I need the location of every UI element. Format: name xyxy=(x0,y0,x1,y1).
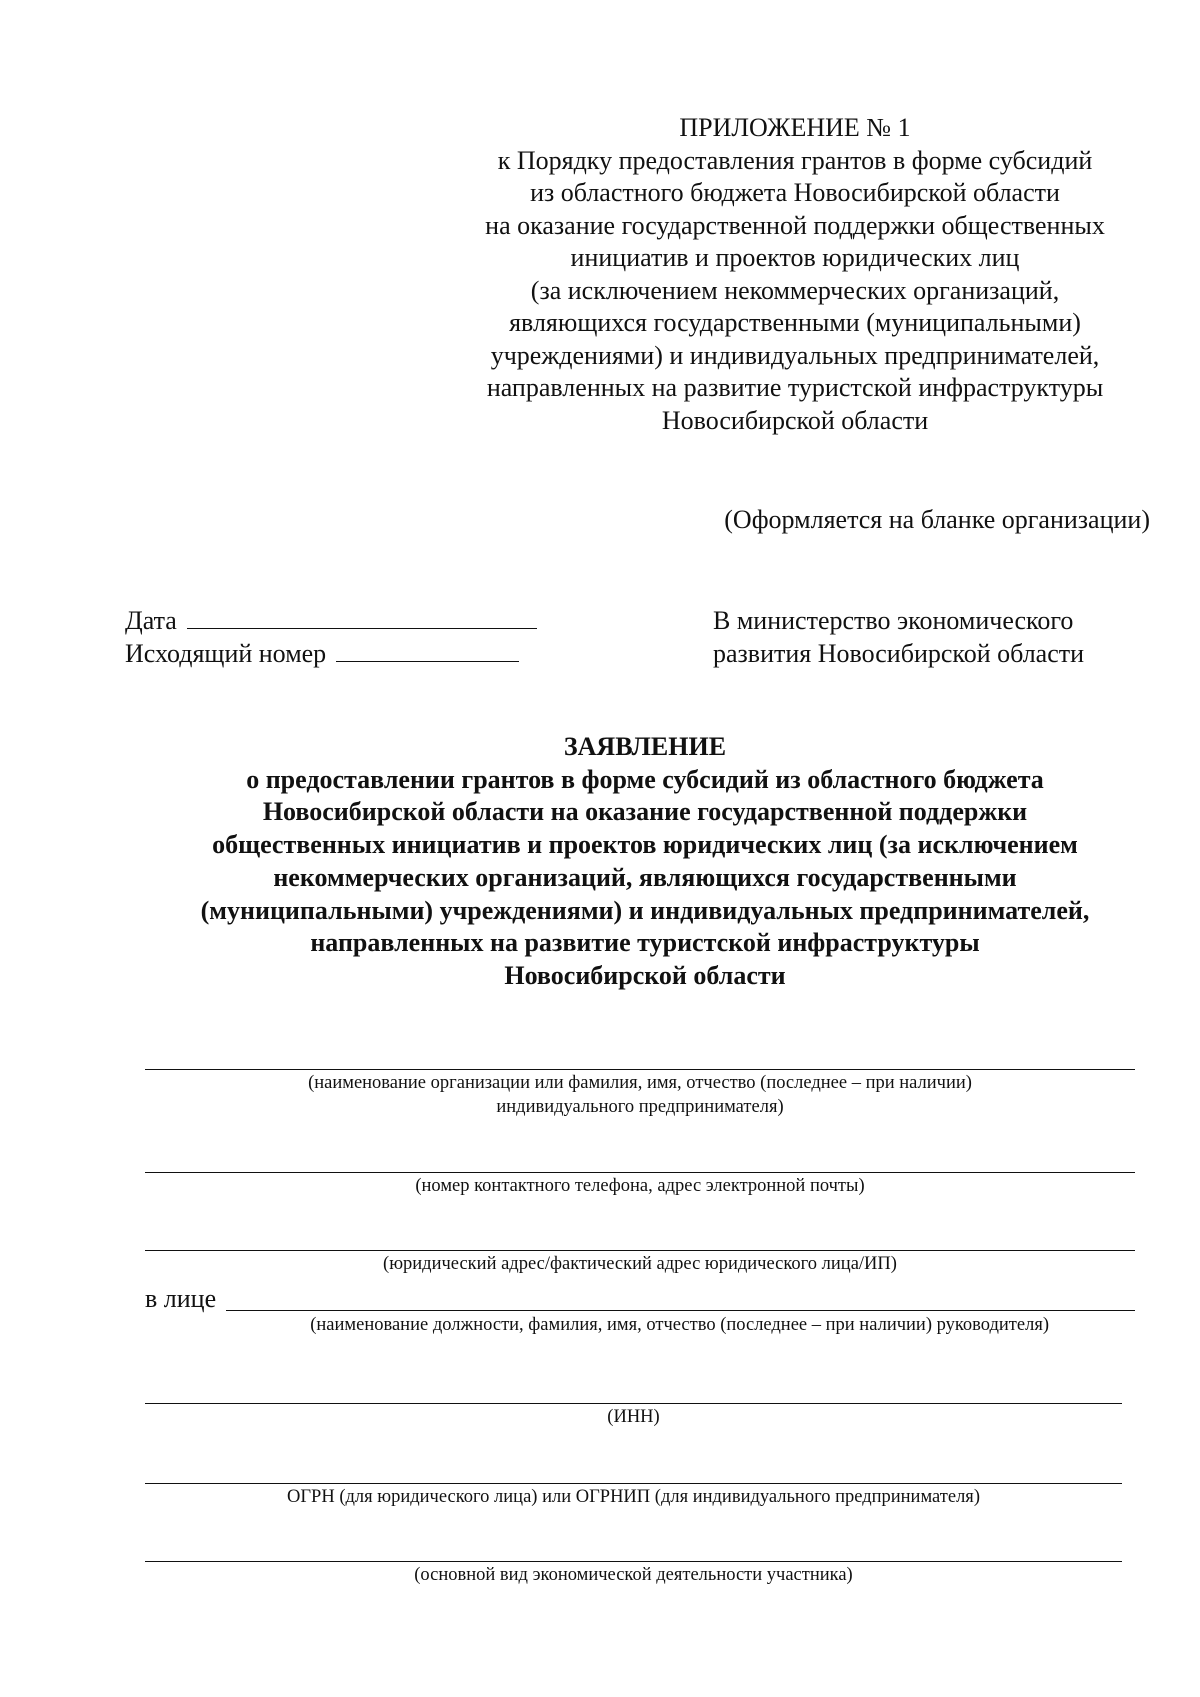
date-label: Дата xyxy=(125,606,177,635)
ogrn-caption xyxy=(145,1485,1122,1509)
address-field xyxy=(145,1250,1135,1276)
statement-subtitle-line: о предоставлении грантов в форме субсидий из областного бюджета xyxy=(246,764,1044,794)
organization-name-caption xyxy=(145,1071,1135,1119)
appendix-line: учреждениями) и индивидуальных предпринимателей, xyxy=(490,340,1100,370)
caption-line: ОГРН (для юридического лица) или ОГРНИП (для индивидуального предпринимателя) xyxy=(287,1487,980,1507)
caption-line: (наименование организации или фамилия, имя, отчество (последнее – при наличии) xyxy=(308,1073,972,1093)
statement-title: ЗАЯВЛЕНИЕ xyxy=(563,732,727,761)
statement-subtitle-line: Новосибирской области xyxy=(504,960,786,990)
appendix-line: являющихся государственными (муниципальными) xyxy=(509,308,1081,337)
contacts-blank-line[interactable] xyxy=(145,1172,1135,1173)
address-caption xyxy=(145,1252,1135,1276)
statement-subtitle-line: Новосибирской области на оказание государственной поддержки xyxy=(262,797,1028,827)
caption-line: (ИНН) xyxy=(607,1407,660,1427)
activity-field xyxy=(145,1561,1122,1587)
caption-line: (номер контактного телефона, адрес электронной почты) xyxy=(415,1176,865,1196)
activity-caption xyxy=(145,1563,1122,1587)
form-note: (Оформляется на бланке организации) xyxy=(724,505,1150,534)
outgoing-meta xyxy=(125,604,537,670)
organization-name-field xyxy=(145,1069,1135,1119)
inn-blank-line[interactable] xyxy=(145,1403,1122,1404)
statement-subtitle-line: общественных инициатив и проектов юридических лиц (за исключением xyxy=(212,830,1078,860)
addressee-line: В министерство экономического xyxy=(713,606,1074,635)
representative-caption xyxy=(145,1313,1135,1337)
addressee xyxy=(713,604,1084,670)
appendix-title: ПРИЛОЖЕНИЕ № 1 xyxy=(679,113,911,142)
appendix-line: на оказание государственной поддержки общественных xyxy=(485,210,1105,240)
activity-blank-line[interactable] xyxy=(145,1561,1122,1562)
representative-row xyxy=(145,1285,1135,1313)
appendix-line: направленных на развитие туристской инфраструктуры xyxy=(486,373,1104,402)
appendix-line: к Порядку предоставления грантов в форме субсидий xyxy=(497,145,1093,175)
ogrn-blank-line[interactable] xyxy=(145,1483,1122,1484)
contacts-caption xyxy=(145,1174,1135,1198)
outgoing-number-row xyxy=(125,637,537,670)
caption-line: индивидуального предпринимателя) xyxy=(496,1097,784,1117)
appendix-line: инициатив и проектов юридических лиц xyxy=(570,243,1020,272)
statement-title-block xyxy=(100,731,1190,993)
ogrn-field xyxy=(145,1483,1122,1509)
appendix-line: Новосибирской области xyxy=(661,405,929,435)
organization-name-blank-line[interactable] xyxy=(145,1069,1135,1070)
caption-line: (наименование должности, фамилия, имя, отчество (последнее – при наличии) руководителя) xyxy=(310,1315,1049,1335)
date-blank-field[interactable] xyxy=(187,606,537,629)
appendix-line: (за исключением некоммерческих организаций, xyxy=(530,275,1060,305)
caption-line: (юридический адрес/фактический адрес юридического лица/ИП) xyxy=(383,1254,897,1274)
representative-prefix: в лице xyxy=(145,1284,217,1313)
inn-field xyxy=(145,1403,1122,1429)
outgoing-number-label: Исходящий номер xyxy=(125,639,327,668)
statement-subtitle-line: направленных на развитие туристской инфраструктуры xyxy=(310,928,980,958)
representative-blank-line[interactable] xyxy=(226,1310,1135,1311)
date-row xyxy=(125,604,537,637)
address-blank-line[interactable] xyxy=(145,1250,1135,1251)
appendix-header xyxy=(455,112,1135,437)
representative-field xyxy=(145,1285,1135,1337)
addressee-line: развития Новосибирской области xyxy=(713,639,1085,668)
contacts-field xyxy=(145,1172,1135,1198)
appendix-line: из областного бюджета Новосибирской области xyxy=(530,178,1060,207)
caption-line: (основной вид экономической деятельности участника) xyxy=(414,1565,853,1585)
statement-subtitle-line: некоммерческих организаций, являющихся государственными xyxy=(273,862,1017,892)
outgoing-number-blank-field[interactable] xyxy=(336,639,519,662)
statement-subtitle-line: (муниципальными) учреждениями) и индивидуальных предпринимателей, xyxy=(200,895,1090,925)
inn-caption xyxy=(145,1405,1122,1429)
